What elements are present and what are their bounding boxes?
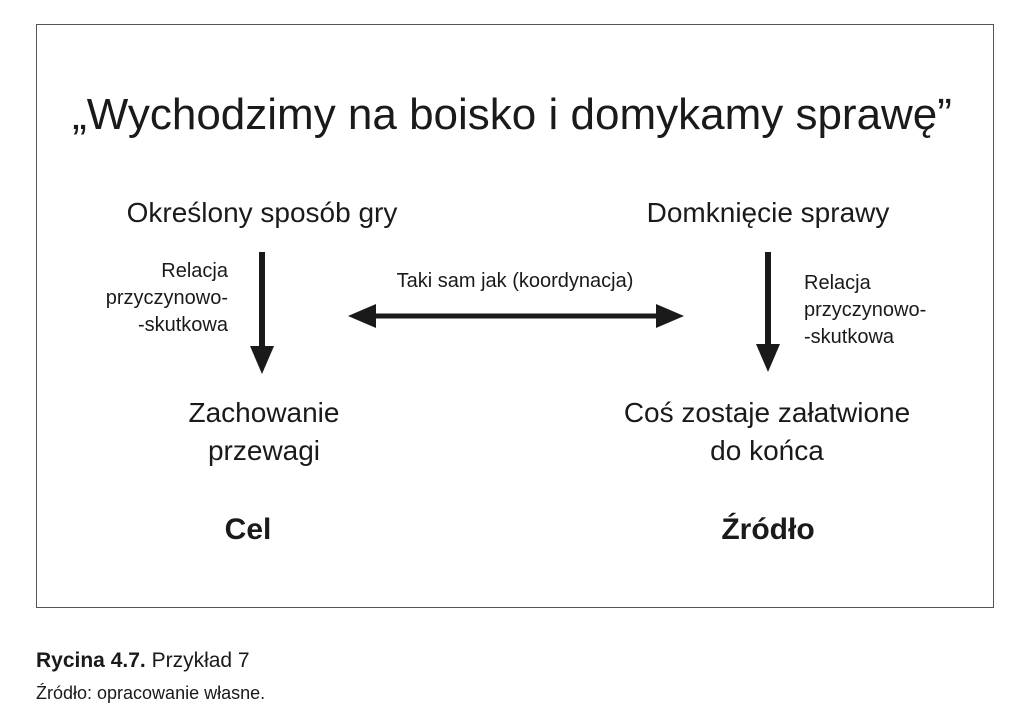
left-causal-arrow — [250, 252, 274, 374]
right-role-label: Źródło — [721, 513, 815, 546]
figure-title: Przykład 7 — [151, 649, 250, 672]
right-top-concept: Domknięcie sprawy — [646, 197, 890, 228]
left-role-label: Cel — [224, 513, 272, 546]
coordination-double-arrow — [348, 304, 684, 328]
right-causal-arrow — [756, 252, 780, 372]
left-relation-line-3: -skutkowa — [137, 314, 228, 336]
right-relation-line-3: -skutkowa — [804, 326, 895, 348]
right-relation-line-1: Relacja — [804, 272, 871, 294]
left-bottom-concept-line-2: przewagi — [207, 435, 321, 466]
right-bottom-concept-line-2: do końca — [710, 435, 824, 466]
figure-source: Źródło: opracowanie własne. — [36, 683, 266, 703]
figure-caption — [36, 648, 250, 674]
diagram-title: „Wychodzimy na boisko i domykamy sprawę” — [72, 90, 952, 139]
left-top-concept: Określony sposób gry — [126, 197, 398, 228]
left-relation-line-1: Relacja — [161, 260, 228, 282]
left-relation-line-2: przyczynowo- — [105, 287, 228, 309]
figure-label: Rycina 4.7. — [36, 649, 146, 672]
right-bottom-concept-line-1: Coś zostaje załatwione — [623, 397, 911, 428]
coordination-label: Taki sam jak (koordynacja) — [396, 270, 634, 292]
left-bottom-concept-line-1: Zachowanie — [188, 397, 340, 428]
right-relation-line-2: przyczynowo- — [804, 299, 927, 321]
